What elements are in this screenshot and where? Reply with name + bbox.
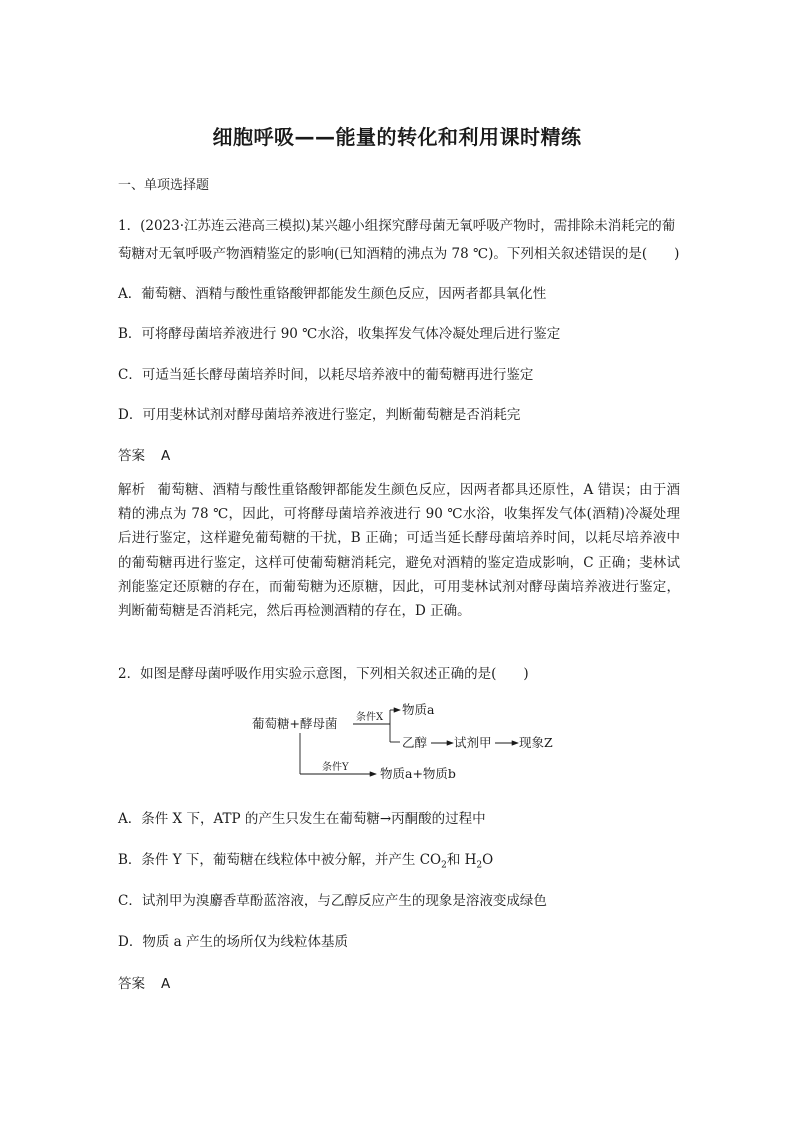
- condition-y-label: 条件Y: [322, 762, 349, 773]
- q1-option-b: B．可将酵母菌培养液进行 90 ℃水浴，收集挥发气体冷凝处理后进行鉴定: [118, 326, 561, 342]
- condition-x-label: 条件X: [356, 712, 384, 723]
- q2-option-b-mid: 和 H: [446, 852, 477, 868]
- q2-option-d: D．物质 a 产生的场所仅为线粒体基质: [118, 934, 348, 950]
- h2o-subscript: 2: [476, 860, 483, 871]
- q1-stem-line1: 1．(2023·江苏连云港高三模拟)某兴趣小组探究酵母菌无氧呼吸产物时，需排除未消耗完的葡: [118, 218, 676, 234]
- q1-analysis: [118, 478, 680, 623]
- q1-option-a: A．葡萄糖、酒精与酸性重铬酸钾都能发生颜色反应，因两者都具氧化性: [118, 286, 547, 302]
- q1-option-d: D．可用斐林试剂对酵母菌培养液进行鉴定，判断葡萄糖是否消耗完: [118, 407, 521, 423]
- q1-answer-value: A: [161, 448, 171, 464]
- co2-subscript: 2: [441, 860, 447, 871]
- q2-option-c: C．试剂甲为溴麝香草酚蓝溶液，与乙醇反应产生的现象是溶液变成绿色: [118, 893, 547, 909]
- q2-answer: [118, 972, 170, 992]
- q1-analysis-text: 葡萄糖、酒精与酸性重铬酸钾都能发生颜色反应，因两者都具还原性，A 错误；由于酒精的沸点为 78 ℃，因此，可将酵母菌培养液进行 90 ℃水浴，收集挥发气体(酒精)冷凝处理后进行鉴定，这样避免葡萄糖的干扰，B 正确；可适当延长酵母菌培养时间，以耗尽培养液中的葡萄糖再进行鉴定，这样可使葡萄糖消耗完，避免对酒精的鉴定造成影响，C 正确；斐林试剂能鉴定还原糖的存在，而葡萄糖为还原糖，因此，可用斐林试剂对酵母菌培养液进行鉴定，判断葡萄糖是否消耗完，然后再检测酒精的存在，D 正确。: [118, 482, 681, 620]
- q1-option-c: C．可适当延长酵母菌培养时间，以耗尽培养液中的葡萄糖再进行鉴定: [118, 367, 534, 383]
- respiration-flow-diagram: [250, 700, 570, 790]
- substance-a-label: 物质a: [402, 702, 435, 717]
- q1-answer-label: 答案: [118, 448, 145, 464]
- q2-answer-label: 答案: [118, 976, 145, 992]
- reagent-label: 试剂甲: [454, 735, 492, 750]
- q2-option-b-end: O: [482, 852, 494, 868]
- phenomenon-label: 现象Z: [519, 735, 553, 750]
- diagram-start-label: 葡萄糖+酵母菌: [252, 716, 338, 731]
- q1-analysis-label: 解析: [118, 482, 146, 498]
- q2-option-b-text: B．条件 Y 下，葡萄糖在线粒体中被分解，并产生 CO: [118, 852, 442, 868]
- q1-answer: [118, 444, 170, 464]
- ethanol-label: 乙醇: [402, 735, 428, 750]
- q2-answer-value: A: [161, 976, 171, 992]
- q2-option-b: [118, 848, 493, 871]
- section-heading: 一、单项选择题: [118, 178, 210, 193]
- flow-diagram-svg: [250, 700, 570, 790]
- q2-stem: 2．如图是酵母菌呼吸作用实验示意图，下列相关叙述正确的是( ): [118, 666, 529, 682]
- q2-option-a: A．条件 X 下，ATP 的产生只发生在葡萄糖→丙酮酸的过程中: [118, 811, 486, 827]
- q1-stem-line2: 萄糖对无氧呼吸产物酒精鉴定的影响(已知酒精的沸点为 78 ℃)。下列相关叙述错误的是( ): [118, 246, 680, 262]
- products-y-label: 物质a+物质b: [380, 766, 456, 781]
- page-title: 细胞呼吸——能量的转化和利用课时精练: [212, 125, 582, 149]
